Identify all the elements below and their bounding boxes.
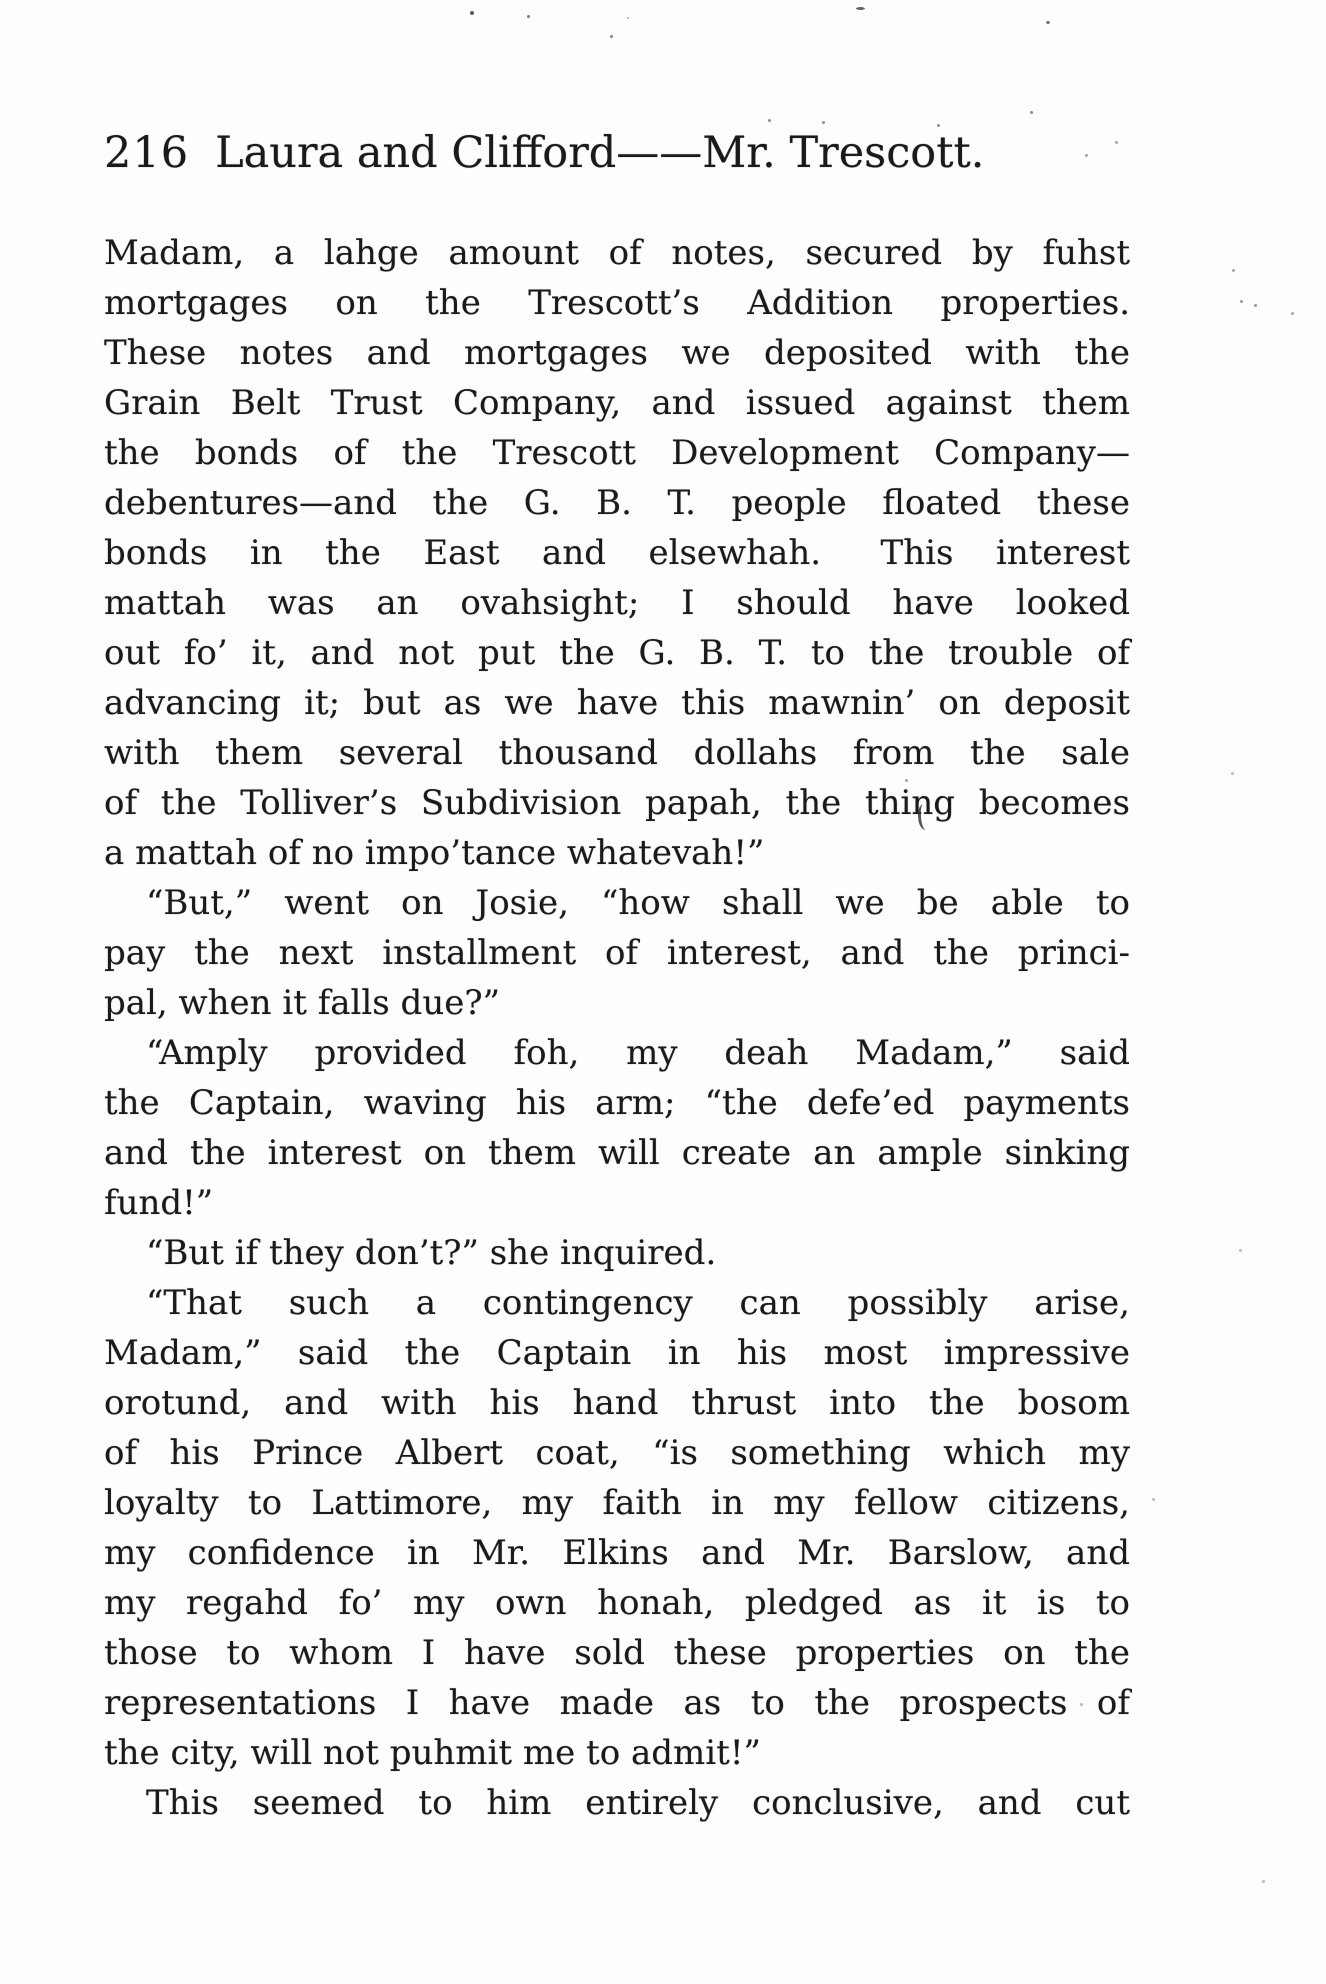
- text-line: Madam,” said the Captain in his most impressive: [104, 1333, 1130, 1373]
- scan-speckle: [1231, 772, 1234, 775]
- text-line: my confidence in Mr. Elkins and Mr. Barslow, and: [104, 1533, 1130, 1573]
- scan-speckle: [822, 121, 825, 124]
- scan-speckle: [527, 15, 530, 18]
- scan-speckle: [1030, 111, 1033, 114]
- scan-speckle: [1254, 304, 1257, 307]
- scan-speckle: [905, 779, 908, 782]
- text-line: the city, will not puhmit me to admit!”: [104, 1733, 761, 1773]
- text-line: out fo’ it, and not put the G. B. T. to the trouble of: [104, 633, 1130, 673]
- scan-speckle: [470, 11, 474, 15]
- text-line: advancing it; but as we have this mawnin’ on deposit: [104, 683, 1130, 723]
- text-line: fund!”: [104, 1183, 214, 1223]
- text-line: These notes and mortgages we deposited with the: [104, 333, 1130, 373]
- text-line: those to whom I have sold these properties on the: [104, 1633, 1130, 1673]
- scan-speckle: [627, 17, 629, 19]
- text-line: This seemed to him entirely conclusive, and cut: [146, 1783, 1130, 1823]
- scan-speckle: [1232, 269, 1235, 272]
- text-line: “Amply provided foh, my deah Madam,” said: [146, 1033, 1130, 1073]
- page-number: 216: [104, 128, 190, 178]
- text-line: “That such a contingency can possibly arise,: [146, 1283, 1130, 1323]
- text-line: mortgages on the Trescott’s Addition properties.: [104, 283, 1130, 323]
- text-line: bonds in the East and elsewhah. This interest: [104, 533, 1130, 573]
- text-line: debentures—and the G. B. T. people floated these: [104, 483, 1130, 523]
- scan-speckle: [1080, 1703, 1083, 1706]
- scan-speckle: [1240, 300, 1243, 303]
- running-header: [104, 129, 1134, 177]
- scan-speckle: [610, 35, 613, 38]
- scan-speckle: [856, 7, 865, 10]
- scan-speckle: [937, 124, 940, 127]
- scan-speckle: [1085, 154, 1088, 157]
- body-text: [104, 228, 1130, 1828]
- text-line: mattah was an ovahsight; I should have looked: [104, 583, 1130, 623]
- scan-speckle: [1115, 141, 1118, 144]
- text-line: Grain Belt Trust Company, and issued against them: [104, 383, 1130, 423]
- text-line: pal, when it falls due?”: [104, 983, 500, 1023]
- scan-speckle: [1262, 1880, 1265, 1883]
- text-line: with them several thousand dollahs from the sale: [104, 733, 1130, 773]
- text-line: of the Tolliver’s Subdivision papah, the thing becomes: [104, 783, 1130, 823]
- text-line: the Captain, waving his arm; “the defe’ed payments: [104, 1083, 1130, 1123]
- scan-speckle: [1239, 1249, 1242, 1252]
- text-line: and the interest on them will create an ample sinking: [104, 1133, 1130, 1173]
- scan-speckle: [1291, 312, 1294, 315]
- text-line: the bonds of the Trescott Development Company—: [104, 433, 1130, 473]
- text-line: my regahd fo’ my own honah, pledged as it is to: [104, 1583, 1130, 1623]
- text-line: loyalty to Lattimore, my faith in my fellow citizens,: [104, 1483, 1130, 1523]
- text-line: pay the next installment of interest, and the princi-: [104, 933, 1130, 973]
- text-line: a mattah of no impo’tance whatevah!”: [104, 833, 765, 873]
- text-line: representations I have made as to the prospects of: [104, 1683, 1130, 1723]
- text-line: “But if they don’t?” she inquired.: [146, 1233, 717, 1273]
- text-line: Madam, a lahge amount of notes, secured by fuhst: [104, 233, 1130, 273]
- text-line: orotund, and with his hand thrust into the bosom: [104, 1383, 1130, 1423]
- running-title: Laura and Clifford——Mr. Trescott.: [215, 128, 985, 178]
- scan-speckle: [768, 119, 771, 122]
- scan-speckle: [1152, 1498, 1155, 1501]
- text-line: of his Prince Albert coat, “is something which my: [104, 1433, 1130, 1473]
- text-line: “But,” went on Josie, “how shall we be able to: [146, 883, 1130, 923]
- scan-speckle: [1046, 21, 1050, 24]
